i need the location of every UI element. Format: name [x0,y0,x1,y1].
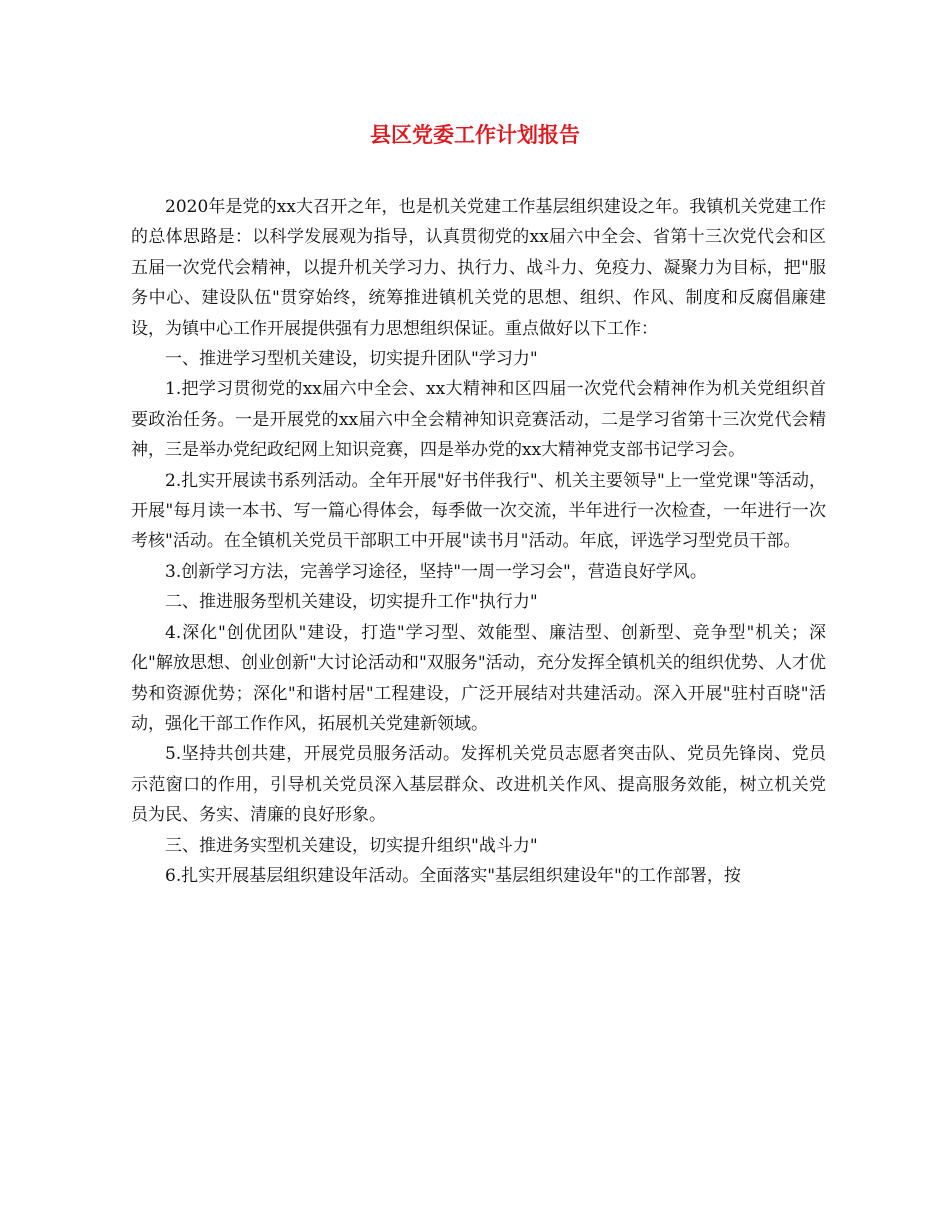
section-heading-1: 一、推进学习型机关建设，切实提升团队"学习力" [165,349,538,370]
section-heading-3: 三、推进务实型机关建设，切实提升组织"战斗力" [165,835,538,856]
paragraph-item-1: 1.把学习贯彻党的xx届六中全会、xx大精神和区四届一次党代会精神作为机关党组织首要政治任务。一是开展党的xx届六中全会精神知识竞赛活动，二是学习省第十三次党代会精神，三是举办党纪政纪网上知识竞赛，四是举办党的xx大精神党支部书记学习会。 [131,379,826,461]
section-heading-2: 二、推进服务型机关建设，切实提升工作"执行力" [165,592,538,613]
paragraph-item-6: 6.扎实开展基层组织建设年活动。全面落实"基层组织建设年"的工作部署，按 [165,865,741,886]
paragraph-item-2: 2.扎实开展读书系列活动。全年开展"好书伴我行"、机关主要领导"上一堂党课"等活动，开展"每月读一本书、写一篇心得体会，每季做一次交流，半年进行一次检查，一年进行一次考核"活动。在全镇机关党员干部职工中开展"读书月"活动。年底，评选学习型党员干部。 [131,470,826,552]
document-body [131,192,826,891]
paragraph-item-5: 5.坚持共创共建，开展党员服务活动。发挥机关党员志愿者突击队、党员先锋岗、党员示范窗口的作用，引导机关党员深入基层群众、改进机关作风、提高服务效能，树立机关党员为民、务实、清廉的良好形象。 [131,744,826,826]
paragraph-item-4: 4.深化"创优团队"建设，打造"学习型、效能型、廉洁型、创新型、竞争型"机关；深化"解放思想、创业创新"大讨论活动和"双服务"活动，充分发挥全镇机关的组织优势、人才优势和资源优势；深化"和谐村居"工程建设，广泛开展结对共建活动。深入开展"驻村百晓"活动，强化干部工作作风，拓展机关党建新领域。 [131,622,826,734]
document-title: 县区党委工作计划报告 [370,122,580,147]
paragraph-item-3: 3.创新学习方法，完善学习途径，坚持"一周一学习会"，营造良好学风。 [165,561,707,582]
paragraph-intro: 2020年是党的xx大召开之年，也是机关党建工作基层组织建设之年。我镇机关党建工作的总体思路是：以科学发展观为指导，认真贯彻党的xx届六中全会、省第十三次党代会和区五届一次党代会精神，以提升机关学习力、执行力、战斗力、免疫力、凝聚力为目标，把"服务中心、建设队伍"贯穿始终，统筹推进镇机关党的思想、组织、作风、制度和反腐倡廉建设，为镇中心工作开展提供强有力思想组织保证。重点做好以下工作： [131,197,826,339]
